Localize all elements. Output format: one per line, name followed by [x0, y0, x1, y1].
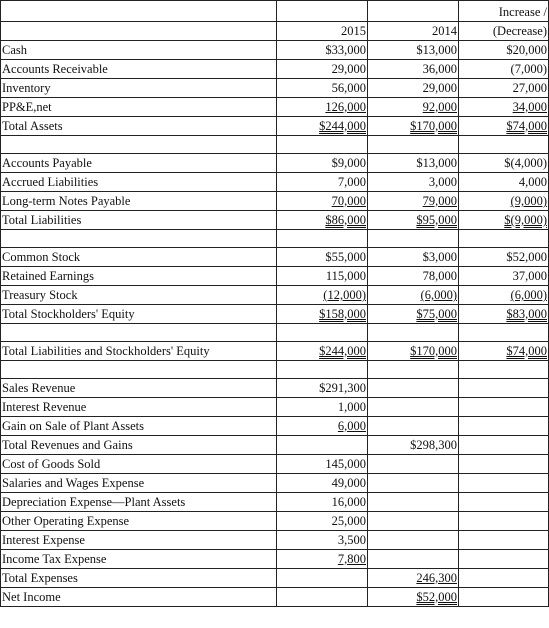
empty-cell [459, 588, 549, 607]
amount-cell [277, 550, 368, 569]
row-label: Cash [1, 41, 277, 60]
value-2014: $95,000 [416, 213, 457, 227]
grand-total-row [1, 342, 549, 361]
row-label: Total Revenues and Gains [1, 436, 277, 455]
spacer-row [1, 136, 549, 154]
empty-cell [459, 550, 549, 569]
empty-cell [459, 531, 549, 550]
table-row [1, 192, 549, 211]
empty-cell [459, 417, 549, 436]
amount: 6,000 [337, 419, 366, 433]
subtotal-cell [368, 588, 459, 607]
amount: $291,300 [277, 379, 368, 398]
row-label: Accrued Liabilities [1, 173, 277, 192]
value-2014: 92,000 [422, 100, 457, 114]
value-2014: 79,000 [422, 194, 457, 208]
table-row [1, 98, 549, 117]
value-change: $74,000 [506, 119, 547, 133]
value-change-cell [459, 117, 549, 136]
table-row [1, 493, 549, 512]
header-year-2015: 2015 [277, 22, 368, 41]
subtotal [368, 512, 459, 531]
header-row-1 [1, 1, 549, 22]
value-change: $83,000 [506, 307, 547, 321]
value-2015: $33,000 [277, 41, 368, 60]
empty-cell [459, 379, 549, 398]
value-change-cell [459, 192, 549, 211]
value-2014-cell [368, 286, 459, 305]
value-2015-cell [277, 192, 368, 211]
table-row [1, 248, 549, 267]
amount: 7,800 [337, 552, 366, 566]
value-2015-cell [277, 286, 368, 305]
empty-cell [459, 512, 549, 531]
table-row [1, 60, 549, 79]
row-label: Retained Earnings [1, 267, 277, 286]
table-row [1, 154, 549, 173]
table-row [1, 267, 549, 286]
row-label: Total Expenses [1, 569, 277, 588]
total-row [1, 211, 549, 230]
value-2014: $13,000 [368, 154, 459, 173]
value-2014-cell [368, 211, 459, 230]
value-2014-cell [368, 192, 459, 211]
value-change: $52,000 [459, 248, 549, 267]
row-label: Gain on Sale of Plant Assets [1, 417, 277, 436]
total-row [1, 117, 549, 136]
amount-cell [277, 417, 368, 436]
row-label: Total Assets [1, 117, 277, 136]
table-row [1, 474, 549, 493]
value-change: (6,000) [510, 288, 547, 302]
row-label: Total Stockholders' Equity [1, 305, 277, 324]
value-2014: $170,000 [410, 119, 457, 133]
subtotal [368, 417, 459, 436]
table-row [1, 286, 549, 305]
value-2015: 115,000 [277, 267, 368, 286]
value-2015: 7,000 [277, 173, 368, 192]
value-2015: $244,000 [319, 344, 366, 358]
value-2015: $244,000 [319, 119, 366, 133]
value-change-cell [459, 286, 549, 305]
value-change: 34,000 [512, 100, 547, 114]
row-label: Depreciation Expense—Plant Assets [1, 493, 277, 512]
table-row [1, 41, 549, 60]
row-label: Cost of Goods Sold [1, 455, 277, 474]
row-label: Salaries and Wages Expense [1, 474, 277, 493]
spacer-row [1, 324, 549, 342]
empty-cell [459, 455, 549, 474]
value-change-cell [459, 211, 549, 230]
amount: 25,000 [277, 512, 368, 531]
subtotal [368, 474, 459, 493]
value-2015-cell [277, 342, 368, 361]
row-label: Income Tax Expense [1, 550, 277, 569]
table-row [1, 417, 549, 436]
row-label: Long-term Notes Payable [1, 192, 277, 211]
empty-cell [459, 398, 549, 417]
value-2015-cell [277, 98, 368, 117]
amount: 145,000 [277, 455, 368, 474]
value-2015: $158,000 [319, 307, 366, 321]
spacer-row [1, 230, 549, 248]
row-label: Net Income [1, 588, 277, 607]
value-2014: 3,000 [368, 173, 459, 192]
amount [277, 436, 368, 455]
row-label: Accounts Receivable [1, 60, 277, 79]
subtotal: $52,000 [416, 590, 457, 604]
value-2014: $75,000 [416, 307, 457, 321]
total-row [1, 305, 549, 324]
empty-cell [459, 436, 549, 455]
empty-cell [459, 493, 549, 512]
value-2015: 126,000 [325, 100, 366, 114]
subtotal [368, 398, 459, 417]
table-row [1, 436, 549, 455]
value-2015: 56,000 [277, 79, 368, 98]
row-label: PP&E,net [1, 98, 277, 117]
value-change: (9,000) [510, 194, 547, 208]
subtotal [368, 531, 459, 550]
amount: 49,000 [277, 474, 368, 493]
empty-cell [459, 474, 549, 493]
value-change: $20,000 [459, 41, 549, 60]
table-row [1, 79, 549, 98]
subtotal: $298,300 [368, 436, 459, 455]
value-change: $(9,000) [504, 213, 547, 227]
subtotal [368, 455, 459, 474]
row-label: Total Liabilities and Stockholders' Equity [1, 342, 277, 361]
value-change: 27,000 [459, 79, 549, 98]
row-label: Common Stock [1, 248, 277, 267]
table-row [1, 173, 549, 192]
value-2014: 29,000 [368, 79, 459, 98]
value-change: $74,000 [506, 344, 547, 358]
amount: 1,000 [277, 398, 368, 417]
amount [277, 588, 368, 607]
header-label-cell [1, 22, 277, 41]
header-cell [368, 1, 459, 22]
row-label: Inventory [1, 79, 277, 98]
header-decrease: (Decrease) [459, 22, 549, 41]
value-change: 37,000 [459, 267, 549, 286]
value-change-cell [459, 98, 549, 117]
amount [277, 569, 368, 588]
table-row [1, 398, 549, 417]
subtotal-cell [368, 569, 459, 588]
value-change-cell [459, 305, 549, 324]
value-2014: 78,000 [368, 267, 459, 286]
row-label: Interest Expense [1, 531, 277, 550]
net-income-row [1, 588, 549, 607]
value-2015: 70,000 [331, 194, 366, 208]
value-change: 4,000 [459, 173, 549, 192]
amount: 3,500 [277, 531, 368, 550]
value-2014-cell [368, 342, 459, 361]
header-cell [277, 1, 368, 22]
value-change-cell [459, 342, 549, 361]
row-label: Accounts Payable [1, 154, 277, 173]
subtotal [368, 550, 459, 569]
value-2015: 29,000 [277, 60, 368, 79]
header-label-cell [1, 1, 277, 22]
value-2014: 36,000 [368, 60, 459, 79]
table-row [1, 531, 549, 550]
subtotal [368, 493, 459, 512]
header-row-2 [1, 22, 549, 41]
subtotal: 246,300 [416, 571, 457, 585]
value-2014-cell [368, 98, 459, 117]
value-2014: $13,000 [368, 41, 459, 60]
value-2015-cell [277, 305, 368, 324]
value-2014: (6,000) [420, 288, 457, 302]
value-change: $(4,000) [459, 154, 549, 173]
table-row [1, 379, 549, 398]
value-change: (7,000) [459, 60, 549, 79]
subtotal [368, 379, 459, 398]
header-increase: Increase / [459, 1, 549, 22]
table-row [1, 550, 549, 569]
value-2015: $9,000 [277, 154, 368, 173]
value-2015-cell [277, 211, 368, 230]
amount: 16,000 [277, 493, 368, 512]
empty-cell [459, 569, 549, 588]
row-label: Interest Revenue [1, 398, 277, 417]
row-label: Other Operating Expense [1, 512, 277, 531]
table-row [1, 455, 549, 474]
spacer-row [1, 361, 549, 379]
row-label: Sales Revenue [1, 379, 277, 398]
value-2014-cell [368, 305, 459, 324]
row-label: Treasury Stock [1, 286, 277, 305]
row-label: Total Liabilities [1, 211, 277, 230]
value-2015-cell [277, 117, 368, 136]
value-2015: $55,000 [277, 248, 368, 267]
value-2015: (12,000) [323, 288, 366, 302]
value-2015: $86,000 [325, 213, 366, 227]
value-2014: $170,000 [410, 344, 457, 358]
value-2014-cell [368, 117, 459, 136]
table-row [1, 569, 549, 588]
value-2014: $3,000 [368, 248, 459, 267]
table-row [1, 512, 549, 531]
header-year-2014: 2014 [368, 22, 459, 41]
